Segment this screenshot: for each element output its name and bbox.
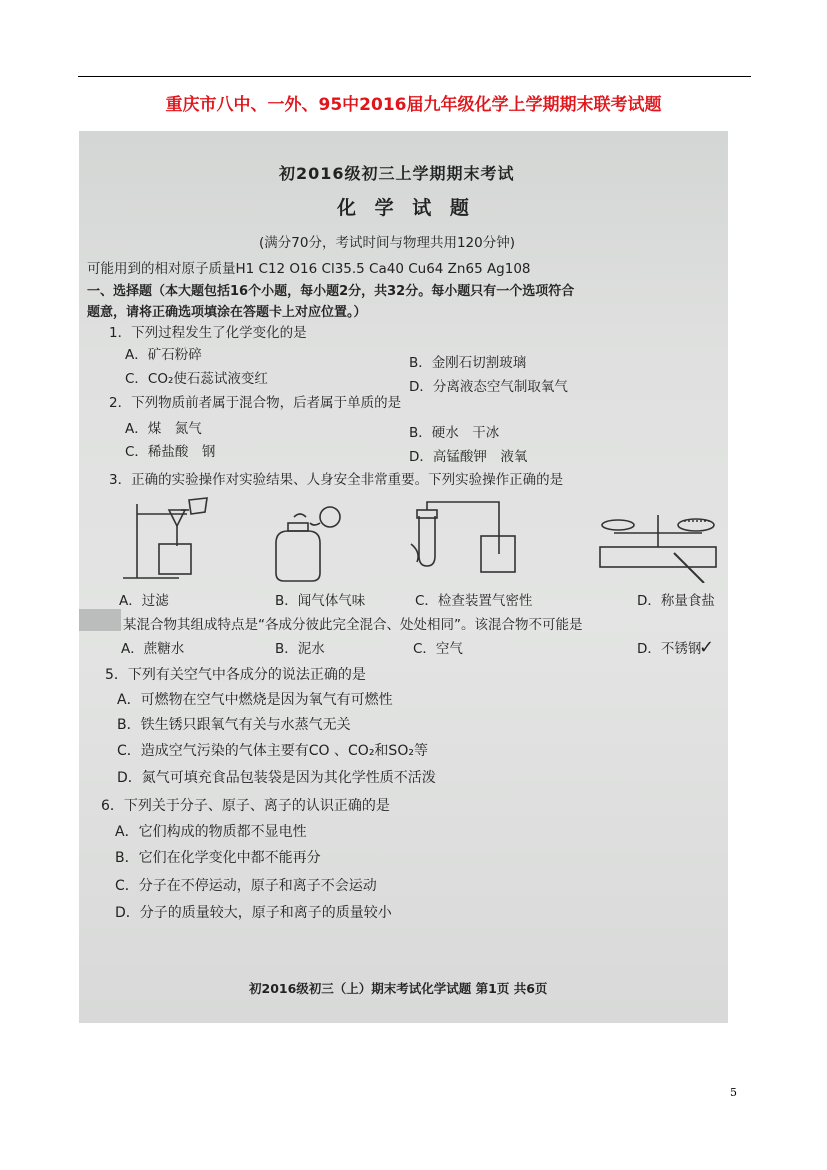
question-1-stem: 1．下列过程发生了化学变化的是: [109, 325, 307, 341]
q2-option-c: C．稀盐酸 钢: [125, 444, 216, 460]
question-2-stem: 2．下列物质前者属于混合物，后者属于单质的是: [109, 395, 402, 411]
q1-option-d: D．分离液态空气制取氧气: [409, 379, 568, 395]
exam-info: (满分70分，考试时间与物理共用120分钟): [259, 235, 515, 251]
q4-option-d: D．不锈钢: [637, 641, 702, 657]
q6-option-d: D．分子的质量较大，原子和离子的质量较小: [115, 905, 392, 921]
section-title: 一、选择题（本大题包括16个小题，每小题2分，共32分。每小题只有一个选项符合: [87, 284, 575, 299]
q1-option-c: C．CO₂使石蕊试液变红: [125, 371, 268, 387]
q1-option-b: B．金刚石切割玻璃: [409, 355, 527, 371]
q6-option-c: C．分子在不停运动，原子和离子不会运动: [115, 878, 377, 894]
q5-option-c: C．造成空气污染的气体主要有CO 、CO₂和SO₂等: [117, 743, 428, 759]
question-5-stem: 5．下列有关空气中各成分的说法正确的是: [105, 667, 366, 683]
atomic-masses: 可能用到的相对原子质量H1 C12 O16 Cl35.5 Ca40 Cu64 Zn65 Ag108: [87, 261, 531, 277]
paper-tab: [79, 609, 121, 631]
q3-option-c: C．检查装置气密性: [415, 593, 533, 609]
exam-photo: [79, 131, 728, 1023]
header-rule: [78, 76, 751, 77]
q4-option-a: A．蔗糖水: [121, 641, 185, 657]
q3-option-b: B．闻气体气味: [275, 593, 366, 609]
q3-option-a: A．过滤: [119, 593, 169, 609]
q6-option-a: A．它们构成的物质都不显电性: [115, 824, 307, 840]
q6-option-b: B．它们在化学变化中都不能再分: [115, 850, 321, 866]
q4-option-b: B．泥水: [275, 641, 325, 657]
q1-option-a: A．矿石粉碎: [125, 347, 202, 363]
q5-option-a: A．可燃物在空气中燃烧是因为氧气有可燃性: [117, 692, 393, 708]
question-6-stem: 6．下列关于分子、原子、离子的认识正确的是: [101, 798, 390, 814]
question-4-stem: 某混合物其组成特点是“各成分彼此完全混合、处处相同”。该混合物不可能是: [123, 617, 583, 633]
q2-option-a: A．煤 氮气: [125, 421, 202, 437]
balance-scale-icon: [594, 503, 724, 583]
exam-subject: 化 学 试 题: [337, 197, 475, 219]
document-title: 重庆市八中、一外、95中2016届九年级化学上学期期末联考试题: [165, 95, 662, 115]
q2-option-b: B．硬水 干冰: [409, 425, 500, 441]
smelling-gas-icon: [264, 503, 354, 588]
q4-option-c: C．空气: [413, 641, 463, 657]
section-title-cont: 题意，请将正确选项填涂在答题卡上对应位置。）: [87, 305, 367, 320]
exam-footer: 初2016级初三（上）期末考试化学试题 第1页 共6页: [249, 981, 548, 996]
check-mark-icon: ✓: [699, 637, 715, 658]
exam-title: 初2016级初三上学期期末考试: [279, 164, 515, 183]
question-3-stem: 3．正确的实验操作对实验结果、人身安全非常重要。下列实验操作正确的是: [109, 472, 564, 488]
filtration-apparatus-icon: [119, 496, 229, 586]
airtightness-check-icon: [399, 496, 519, 586]
page-number: 5: [730, 1086, 737, 1099]
q5-option-b: B．铁生锈只跟氧气有关与水蒸气无关: [117, 717, 351, 733]
q2-option-d: D．高锰酸钾 液氧: [409, 449, 528, 465]
q5-option-d: D．氮气可填充食品包装袋是因为其化学性质不活泼: [117, 770, 436, 786]
q3-option-d: D．称量食盐: [637, 593, 715, 609]
